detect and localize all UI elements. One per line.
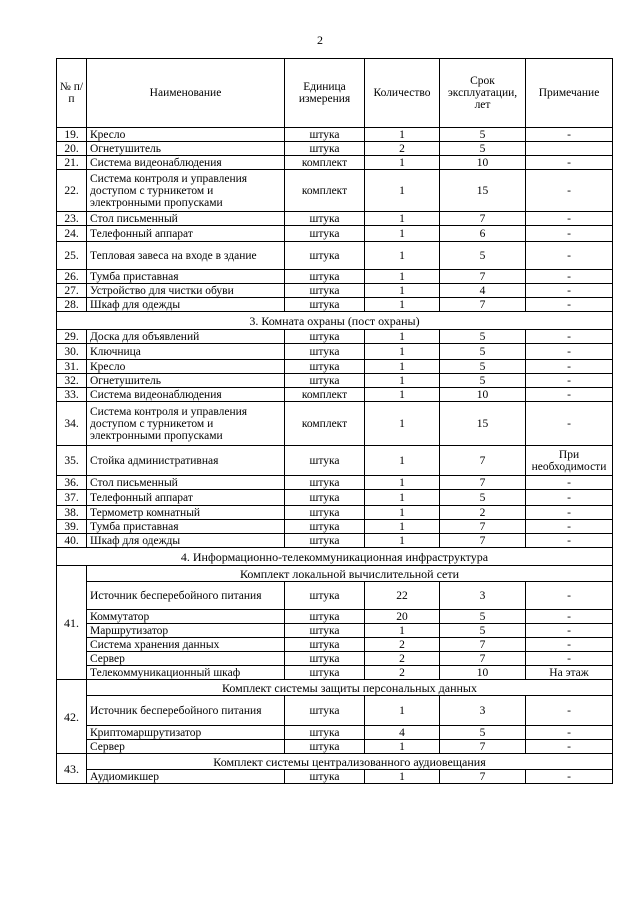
item-note: - xyxy=(526,156,613,170)
item-note: На этаж xyxy=(526,666,613,680)
item-service-life: 5 xyxy=(440,330,526,344)
item-name: Ключница xyxy=(87,344,285,360)
item-service-life: 15 xyxy=(440,170,526,212)
table-row xyxy=(57,270,613,284)
item-name: Источник бесперебойного питания xyxy=(87,696,285,726)
item-quantity: 4 xyxy=(365,726,440,740)
item-service-life: 7 xyxy=(440,520,526,534)
item-note: - xyxy=(526,652,613,666)
section-row xyxy=(57,548,613,566)
item-note: - xyxy=(526,740,613,754)
group-title: Комплект локальной вычислительной сети xyxy=(87,566,613,582)
item-name: Кресло xyxy=(87,360,285,374)
item-service-life: 7 xyxy=(440,298,526,312)
item-unit: штука xyxy=(285,652,365,666)
item-note: - xyxy=(526,344,613,360)
table-row xyxy=(57,284,613,298)
item-name: Тепловая завеса на входе в здание xyxy=(87,242,285,270)
item-unit: комплект xyxy=(285,402,365,446)
item-quantity: 1 xyxy=(365,402,440,446)
row-number: 42. xyxy=(57,680,87,754)
item-name: Огнетушитель xyxy=(87,374,285,388)
item-quantity: 1 xyxy=(365,374,440,388)
item-unit: штука xyxy=(285,624,365,638)
item-service-life: 3 xyxy=(440,582,526,610)
item-name: Система видеонаблюдения xyxy=(87,388,285,402)
item-unit: штука xyxy=(285,298,365,312)
item-note: - xyxy=(526,770,613,784)
item-quantity: 1 xyxy=(365,298,440,312)
row-number: 24. xyxy=(57,226,87,242)
table-row xyxy=(57,446,613,476)
table-row xyxy=(57,726,613,740)
table-row xyxy=(57,226,613,242)
item-note: - xyxy=(526,360,613,374)
table-row xyxy=(57,696,613,726)
item-unit: комплект xyxy=(285,156,365,170)
item-quantity: 1 xyxy=(365,284,440,298)
item-service-life: 5 xyxy=(440,624,526,638)
item-note: - xyxy=(526,520,613,534)
item-service-life: 7 xyxy=(440,652,526,666)
item-note: - xyxy=(526,242,613,270)
item-name: Криптомаршрутизатор xyxy=(87,726,285,740)
item-quantity: 2 xyxy=(365,142,440,156)
item-unit: штука xyxy=(285,344,365,360)
table-row xyxy=(57,374,613,388)
item-service-life: 2 xyxy=(440,506,526,520)
item-note: - xyxy=(526,506,613,520)
item-name: Устройство для чистки обуви xyxy=(87,284,285,298)
item-note: - xyxy=(526,476,613,490)
row-number: 29. xyxy=(57,330,87,344)
header-number: № п/п xyxy=(57,59,87,128)
item-service-life: 10 xyxy=(440,388,526,402)
item-quantity: 2 xyxy=(365,666,440,680)
item-name: Система контроля и управления доступом с турникетом и электронными пропусками xyxy=(87,402,285,446)
row-number: 26. xyxy=(57,270,87,284)
item-service-life: 5 xyxy=(440,610,526,624)
item-quantity: 1 xyxy=(365,360,440,374)
item-unit: штука xyxy=(285,638,365,652)
header-quantity: Количество xyxy=(365,59,440,128)
item-unit: штука xyxy=(285,696,365,726)
item-unit: комплект xyxy=(285,388,365,402)
row-number: 33. xyxy=(57,388,87,402)
item-service-life: 7 xyxy=(440,770,526,784)
item-note: - xyxy=(526,726,613,740)
item-note: - xyxy=(526,610,613,624)
item-name: Шкаф для одежды xyxy=(87,298,285,312)
item-unit: штука xyxy=(285,330,365,344)
row-number: 35. xyxy=(57,446,87,476)
group-title: Комплект системы защиты персональных данных xyxy=(87,680,613,696)
item-service-life: 7 xyxy=(440,740,526,754)
row-number: 32. xyxy=(57,374,87,388)
row-number: 40. xyxy=(57,534,87,548)
item-note: - xyxy=(526,582,613,610)
item-note: - xyxy=(526,624,613,638)
item-name: Термометр комнатный xyxy=(87,506,285,520)
item-name: Тумба приставная xyxy=(87,520,285,534)
item-note: - xyxy=(526,696,613,726)
table-row xyxy=(57,128,613,142)
table-row xyxy=(57,520,613,534)
section-row xyxy=(57,312,613,330)
item-note: - xyxy=(526,170,613,212)
item-note: - xyxy=(526,298,613,312)
item-unit: штука xyxy=(285,740,365,754)
item-service-life: 7 xyxy=(440,212,526,226)
item-unit: штука xyxy=(285,360,365,374)
row-number: 19. xyxy=(57,128,87,142)
item-quantity: 1 xyxy=(365,330,440,344)
item-service-life: 7 xyxy=(440,446,526,476)
item-service-life: 5 xyxy=(440,726,526,740)
item-name: Огнетушитель xyxy=(87,142,285,156)
item-note: - xyxy=(526,402,613,446)
item-name: Система хранения данных xyxy=(87,638,285,652)
item-service-life: 6 xyxy=(440,226,526,242)
item-quantity: 1 xyxy=(365,242,440,270)
table-row xyxy=(57,170,613,212)
table-row xyxy=(57,610,613,624)
item-name: Стойка административная xyxy=(87,446,285,476)
item-quantity: 2 xyxy=(365,638,440,652)
item-name: Тумба приставная xyxy=(87,270,285,284)
table-row xyxy=(57,740,613,754)
item-service-life: 4 xyxy=(440,284,526,298)
item-service-life: 5 xyxy=(440,374,526,388)
item-name: Источник бесперебойного питания xyxy=(87,582,285,610)
item-name: Система видеонаблюдения xyxy=(87,156,285,170)
item-quantity: 1 xyxy=(365,770,440,784)
item-name: Сервер xyxy=(87,740,285,754)
item-note: - xyxy=(526,388,613,402)
item-quantity: 1 xyxy=(365,520,440,534)
item-name: Стол письменный xyxy=(87,212,285,226)
item-name: Маршрутизатор xyxy=(87,624,285,638)
row-number: 38. xyxy=(57,506,87,520)
equipment-table xyxy=(56,58,613,784)
item-note: При необходимости xyxy=(526,446,613,476)
item-note: - xyxy=(526,226,613,242)
row-number: 21. xyxy=(57,156,87,170)
item-quantity: 1 xyxy=(365,212,440,226)
item-quantity: 1 xyxy=(365,128,440,142)
item-service-life: 10 xyxy=(440,666,526,680)
item-service-life: 5 xyxy=(440,142,526,156)
item-quantity: 1 xyxy=(365,170,440,212)
item-service-life: 5 xyxy=(440,128,526,142)
row-number: 20. xyxy=(57,142,87,156)
item-note: - xyxy=(526,212,613,226)
row-number: 39. xyxy=(57,520,87,534)
table-row xyxy=(57,490,613,506)
group-title-row xyxy=(57,754,613,770)
item-unit: штука xyxy=(285,476,365,490)
item-note: - xyxy=(526,374,613,388)
item-unit: штука xyxy=(285,610,365,624)
table-row xyxy=(57,506,613,520)
item-service-life: 5 xyxy=(440,344,526,360)
table-row xyxy=(57,330,613,344)
item-quantity: 1 xyxy=(365,156,440,170)
row-number: 37. xyxy=(57,490,87,506)
row-number: 28. xyxy=(57,298,87,312)
item-name: Телекоммуникационный шкаф xyxy=(87,666,285,680)
row-number: 41. xyxy=(57,566,87,680)
item-note: - xyxy=(526,490,613,506)
item-unit: штука xyxy=(285,770,365,784)
item-quantity: 1 xyxy=(365,534,440,548)
item-quantity: 1 xyxy=(365,740,440,754)
item-note: - xyxy=(526,270,613,284)
row-number: 36. xyxy=(57,476,87,490)
item-name: Телефонный аппарат xyxy=(87,226,285,242)
item-service-life: 7 xyxy=(440,534,526,548)
table-row xyxy=(57,652,613,666)
row-number: 27. xyxy=(57,284,87,298)
page-number: 2 xyxy=(317,33,323,47)
item-unit: штука xyxy=(285,490,365,506)
item-note: - xyxy=(526,638,613,652)
item-unit: комплект xyxy=(285,170,365,212)
item-quantity: 22 xyxy=(365,582,440,610)
table-row xyxy=(57,582,613,610)
item-unit: штука xyxy=(285,270,365,284)
item-name: Сервер xyxy=(87,652,285,666)
item-unit: штука xyxy=(285,374,365,388)
group-title-row xyxy=(57,680,613,696)
item-service-life: 5 xyxy=(440,242,526,270)
item-note: - xyxy=(526,330,613,344)
table-row xyxy=(57,388,613,402)
item-unit: штука xyxy=(285,520,365,534)
item-note: - xyxy=(526,284,613,298)
item-service-life: 15 xyxy=(440,402,526,446)
header-name: Наименование xyxy=(87,59,285,128)
item-quantity: 1 xyxy=(365,624,440,638)
item-name: Аудиомикшер xyxy=(87,770,285,784)
item-quantity: 1 xyxy=(365,476,440,490)
item-service-life: 7 xyxy=(440,476,526,490)
item-quantity: 1 xyxy=(365,696,440,726)
table-row xyxy=(57,534,613,548)
table-row xyxy=(57,344,613,360)
item-name: Коммутатор xyxy=(87,610,285,624)
row-number: 31. xyxy=(57,360,87,374)
item-name: Кресло xyxy=(87,128,285,142)
item-quantity: 1 xyxy=(365,388,440,402)
item-unit: штука xyxy=(285,284,365,298)
table-header-row xyxy=(57,59,613,128)
item-unit: штука xyxy=(285,226,365,242)
item-service-life: 5 xyxy=(440,360,526,374)
item-unit: штука xyxy=(285,128,365,142)
item-quantity: 1 xyxy=(365,506,440,520)
group-title-row xyxy=(57,566,613,582)
item-quantity: 1 xyxy=(365,226,440,242)
item-name: Доска для объявлений xyxy=(87,330,285,344)
item-quantity: 20 xyxy=(365,610,440,624)
header-note: Примечание xyxy=(526,59,613,128)
table-row xyxy=(57,770,613,784)
table-row xyxy=(57,402,613,446)
table-row xyxy=(57,638,613,652)
table-row xyxy=(57,212,613,226)
row-number: 22. xyxy=(57,170,87,212)
item-unit: штука xyxy=(285,726,365,740)
item-quantity: 2 xyxy=(365,652,440,666)
item-quantity: 1 xyxy=(365,270,440,284)
item-unit: штука xyxy=(285,506,365,520)
row-number: 43. xyxy=(57,754,87,784)
item-note: - xyxy=(526,128,613,142)
item-note: - xyxy=(526,534,613,548)
item-quantity: 1 xyxy=(365,344,440,360)
item-quantity: 1 xyxy=(365,446,440,476)
row-number: 23. xyxy=(57,212,87,226)
table-row xyxy=(57,142,613,156)
row-number: 25. xyxy=(57,242,87,270)
table-row xyxy=(57,298,613,312)
table-row xyxy=(57,360,613,374)
row-number: 34. xyxy=(57,402,87,446)
item-service-life: 7 xyxy=(440,638,526,652)
row-number: 30. xyxy=(57,344,87,360)
item-name: Шкаф для одежды xyxy=(87,534,285,548)
item-name: Телефонный аппарат xyxy=(87,490,285,506)
header-unit: Единица измерения xyxy=(285,59,365,128)
item-unit: штука xyxy=(285,142,365,156)
item-name: Стол письменный xyxy=(87,476,285,490)
item-unit: штука xyxy=(285,582,365,610)
item-service-life: 5 xyxy=(440,490,526,506)
item-unit: штука xyxy=(285,212,365,226)
item-note xyxy=(526,142,613,156)
item-service-life: 3 xyxy=(440,696,526,726)
item-unit: штука xyxy=(285,242,365,270)
item-name: Система контроля и управления доступом с турникетом и электронными пропусками xyxy=(87,170,285,212)
item-service-life: 10 xyxy=(440,156,526,170)
table-row xyxy=(57,624,613,638)
item-service-life: 7 xyxy=(440,270,526,284)
group-title: Комплект системы централизованного аудиовещания xyxy=(87,754,613,770)
section-title: 3. Комната охраны (пост охраны) xyxy=(57,312,613,330)
item-unit: штука xyxy=(285,666,365,680)
table-row xyxy=(57,666,613,680)
header-service-life: Срок эксплуатации, лет xyxy=(440,59,526,128)
item-quantity: 1 xyxy=(365,490,440,506)
table-row xyxy=(57,156,613,170)
section-title: 4. Информационно-телекоммуникационная инфраструктура xyxy=(57,548,613,566)
item-unit: штука xyxy=(285,446,365,476)
table-row xyxy=(57,242,613,270)
item-unit: штука xyxy=(285,534,365,548)
table-row xyxy=(57,476,613,490)
